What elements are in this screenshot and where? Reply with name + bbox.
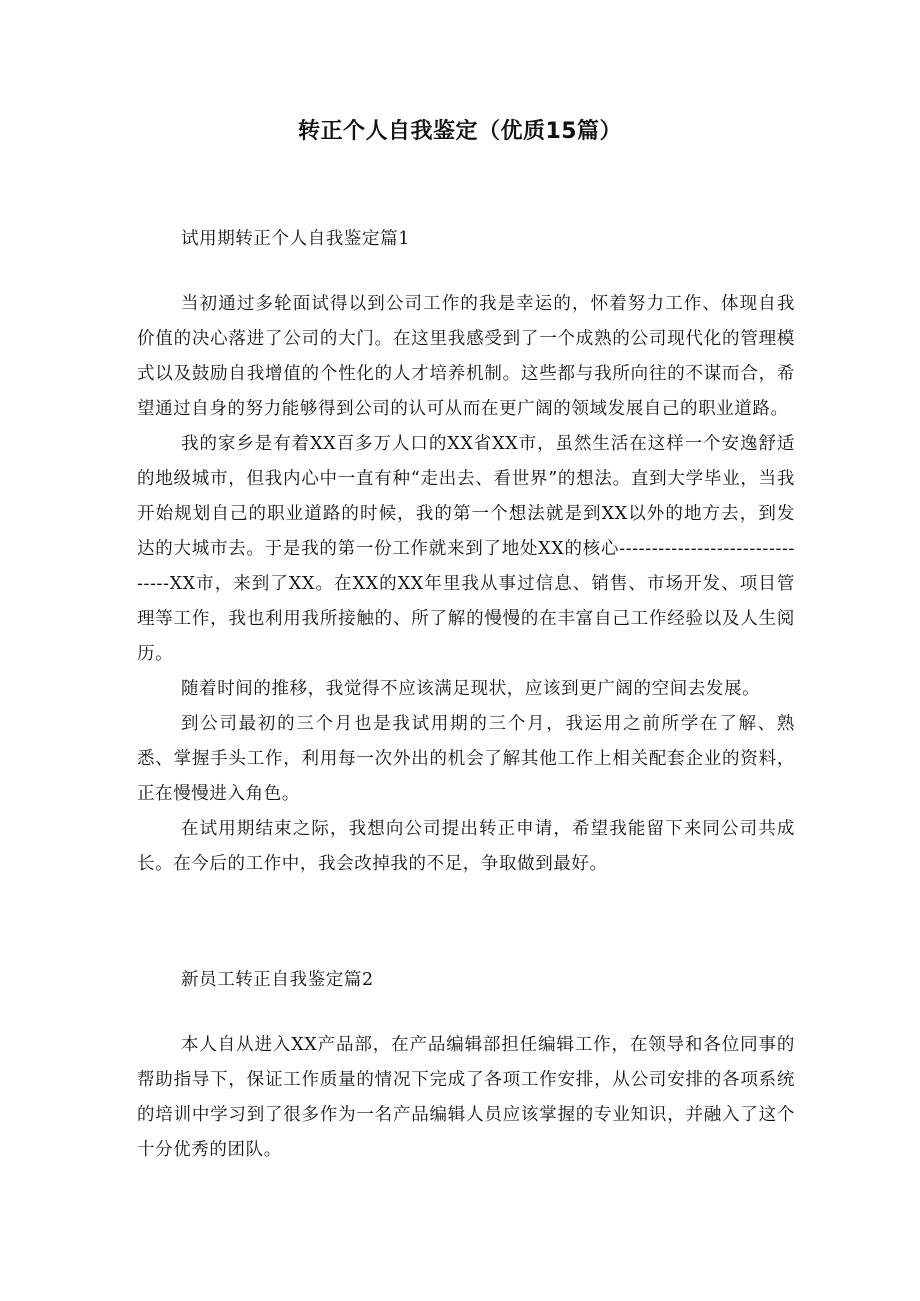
section-body-2 <box>137 1028 795 1168</box>
paragraph: 随着时间的推移，我觉得不应该满足现状，应该到更广阔的空间去发展。 <box>181 679 761 699</box>
paragraph: 本人自从进入XX产品部，在产品编辑部担任编辑工作，在领导和各位同事的帮助指导下，保证工作质量的情况下完成了各项工作安排，从公司安排的各项系统的培训中学习到了很多作为一名产品编辑人员应该掌握的专业知识，并融入了这个十分优秀的团队。 <box>137 1035 795 1160</box>
section-body-1 <box>137 287 795 882</box>
paragraph: 在试用期结束之际，我想向公司提出转正申请，希望我能留下来同公司共成长。在今后的工作中，我会改掉我的不足，争取做到最好。 <box>137 819 795 874</box>
document-title: 转正个人自我鉴定（优质15篇） <box>297 119 623 144</box>
section-heading-1: 试用期转正个人自我鉴定篇1 <box>181 229 410 249</box>
section-heading-2: 新员工转正自我鉴定篇2 <box>181 970 374 990</box>
paragraph: 我的家乡是有着XX百多万人口的XX省XX市，虽然生活在这样一个安逸舒适的地级城市，但我内心中一直有种“走出去、看世界”的想法。直到大学毕业，当我开始规划自己的职业道路的时候，我的第一个想法就是到XX以外的地方去，到发达的大城市去。于是我的第一份工作就来到了地处XX的核心--------------------------------XX市，来到了XX。在XX的XX年里我从事过信息、销售、市场开发、项目管理等工作，我也利用我所接触的、所了解的慢慢的在丰富自己工作经验以及人生阅历。 <box>137 434 795 664</box>
paragraph: 到公司最初的三个月也是我试用期的三个月，我运用之前所学在了解、熟悉、掌握手头工作，利用每一次外出的机会了解其他工作上相关配套企业的资料，正在慢慢进入角色。 <box>137 714 795 804</box>
paragraph: 当初通过多轮面试得以到公司工作的我是幸运的，怀着努力工作、体现自我价值的决心落进了公司的大门。在这里我感受到了一个成熟的公司现代化的管理模式以及鼓励自我增值的个性化的人才培养机制。这些都与我所向往的不谋而合，希望通过自身的努力能够得到公司的认可从而在更广阔的领域发展自己的职业道路。 <box>137 294 795 419</box>
